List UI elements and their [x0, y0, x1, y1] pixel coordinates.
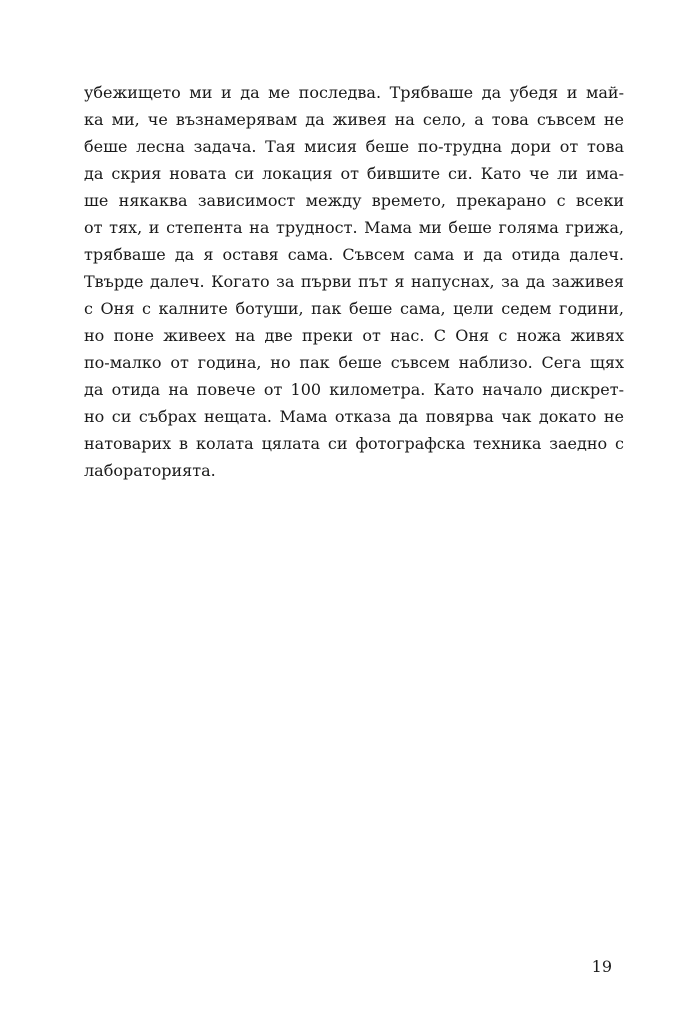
text-line: да отида на повече от 100 километра. Като начало дискрет-	[84, 380, 624, 399]
text-line: от тях, и степента на трудност. Мама ми беше голяма грижа,	[84, 218, 624, 237]
text-line: натоварих в колата цялата си фотографска техника заедно с	[84, 434, 624, 453]
text-line: да скрия новата си локация от бившите си. Като че ли има-	[84, 164, 624, 183]
text-line: трябваше да я оставя сама. Съвсем сама и да отида далеч.	[84, 245, 624, 264]
text-line: ше някаква зависимост между времето, прекарано с всеки	[84, 191, 624, 210]
text-line: беше лесна задача. Тая мисия беше по-трудна дори от това	[84, 137, 624, 156]
text-line: по-малко от година, но пак беше съвсем наблизо. Сега щях	[84, 353, 624, 372]
text-line: но си събрах нещата. Мама отказа да повярва чак докато не	[84, 407, 624, 426]
text-line: убежището ми и да ме последва. Трябваше да убедя и май-	[84, 83, 624, 102]
text-line: но поне живеех на две преки от нас. С Оня с ножа живях	[84, 326, 624, 345]
text-line: с Оня с калните ботуши, пак беше сама, цели седем години,	[84, 299, 624, 318]
text-line: Твърде далеч. Когато за първи път я напуснах, за да заживея	[84, 272, 624, 291]
page-number: 19	[591, 957, 612, 976]
body-text	[84, 79, 624, 484]
text-line: ка ми, че възнамерявам да живея на село, а това съвсем не	[84, 110, 624, 129]
text-line: лабораторията.	[84, 461, 216, 480]
